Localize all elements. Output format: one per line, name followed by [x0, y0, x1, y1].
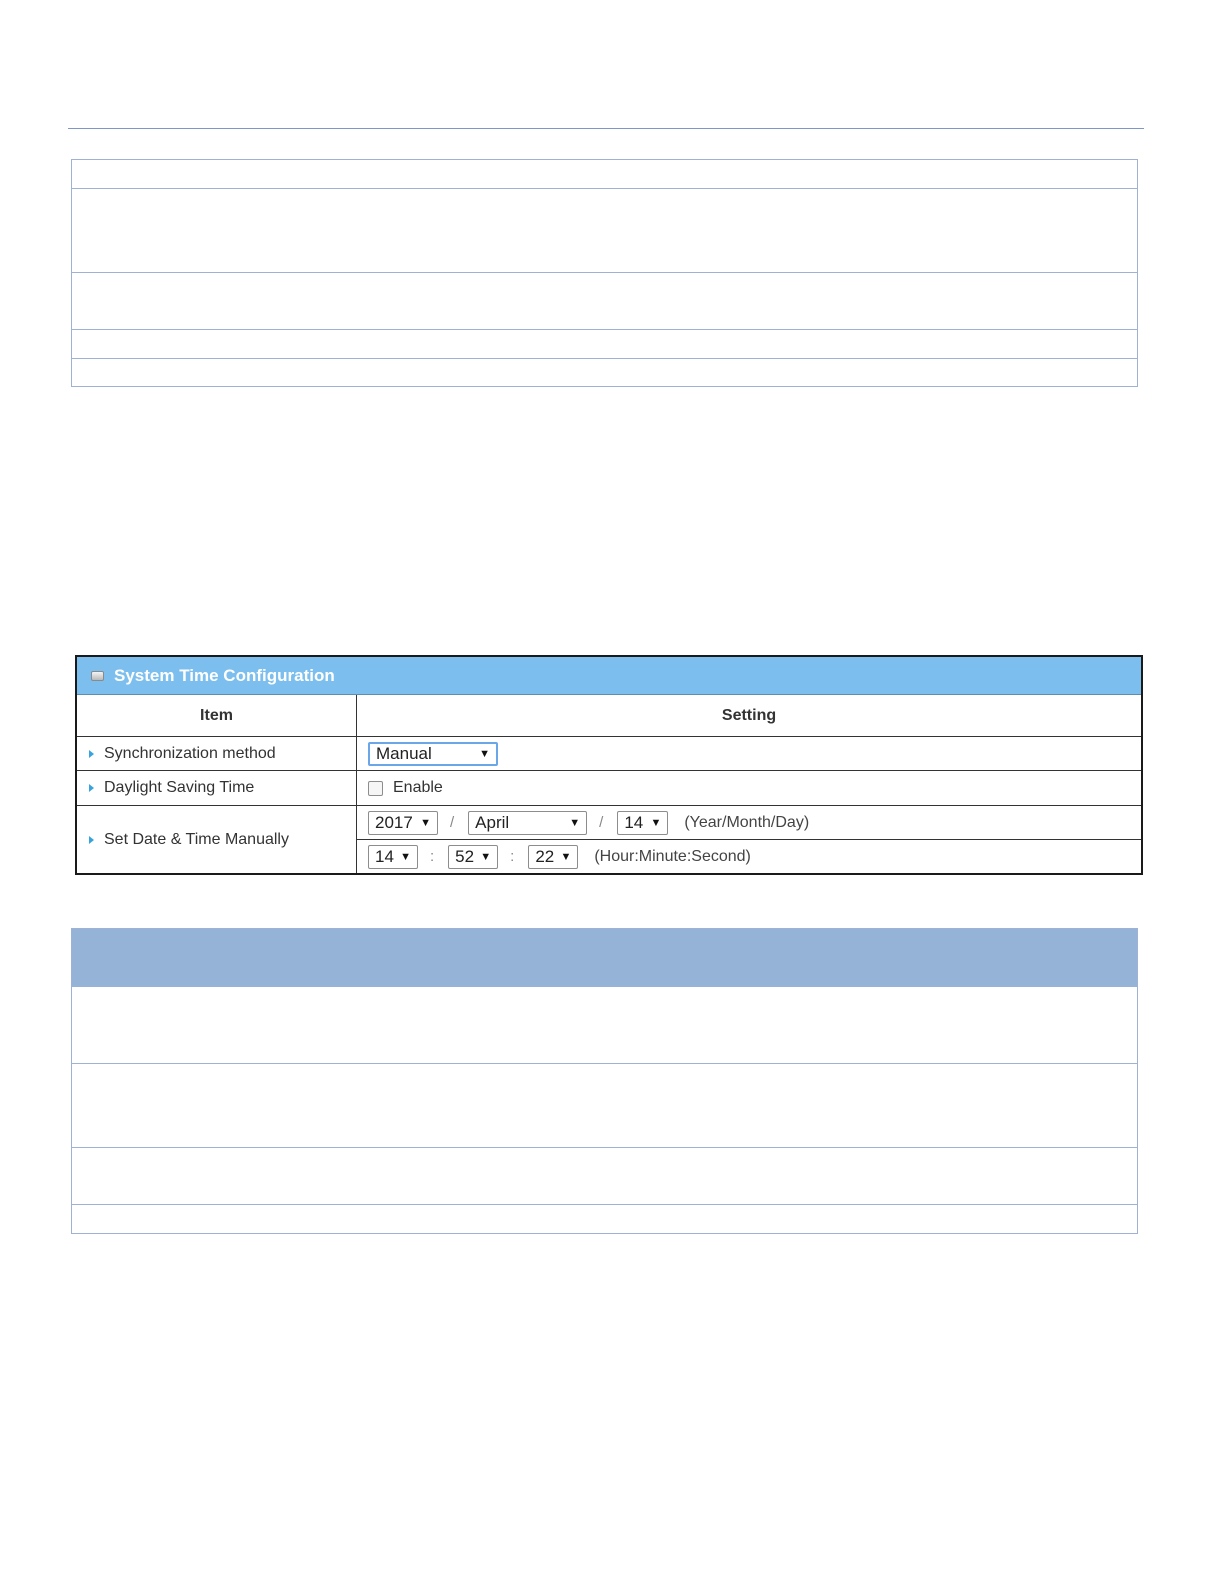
- doc-table-header: [72, 929, 1137, 987]
- doc-table-row: [72, 1148, 1137, 1205]
- doc-table-row: [72, 273, 1137, 330]
- manual-time-label-cell: [77, 806, 357, 873]
- time-separator: :: [430, 848, 435, 865]
- time-separator: :: [510, 848, 515, 865]
- hour-value: 14: [375, 846, 394, 866]
- page-header-rule: [68, 128, 1144, 129]
- second-select[interactable]: [528, 845, 578, 869]
- minute-select[interactable]: [448, 845, 498, 869]
- time-row: [357, 839, 1141, 873]
- doc-table-row: [72, 359, 1137, 386]
- hour-select[interactable]: [368, 845, 418, 869]
- dropdown-arrow-icon: ▼: [479, 747, 490, 760]
- config-grid: [77, 695, 1141, 873]
- panel-title: System Time Configuration: [114, 665, 335, 685]
- year-select[interactable]: [368, 811, 438, 835]
- manual-time-label: Set Date & Time Manually: [104, 830, 289, 848]
- dropdown-arrow-icon: ▼: [650, 816, 662, 829]
- sync-method-label: Synchronization method: [104, 744, 276, 762]
- year-value: 2017: [375, 812, 413, 832]
- doc-table-bottom: [71, 928, 1138, 1234]
- dst-enable-checkbox[interactable]: [368, 781, 383, 796]
- panel-toggle-icon[interactable]: [91, 671, 104, 681]
- date-format-hint: (Year/Month/Day): [684, 813, 810, 831]
- sync-method-value: Manual: [376, 743, 432, 763]
- sync-method-label-cell: [77, 737, 357, 771]
- column-header-item: Item: [77, 695, 357, 737]
- date-row: [357, 806, 1141, 839]
- doc-table-top: [71, 159, 1138, 387]
- doc-table-row: [72, 160, 1137, 189]
- dst-setting-cell: [357, 771, 1141, 806]
- triangle-right-icon: [89, 750, 94, 758]
- dropdown-arrow-icon: ▼: [400, 850, 411, 863]
- doc-table-row: [72, 189, 1137, 273]
- panel-title-bar: [77, 657, 1141, 695]
- dropdown-arrow-icon: ▼: [480, 850, 492, 863]
- dst-enable-label[interactable]: Enable: [393, 779, 443, 796]
- column-header-setting: Setting: [357, 695, 1141, 737]
- month-select[interactable]: [468, 811, 587, 835]
- sync-method-setting-cell: [357, 737, 1141, 771]
- dst-label: Daylight Saving Time: [104, 779, 255, 796]
- doc-table-row: [72, 987, 1137, 1064]
- minute-value: 52: [455, 846, 475, 866]
- triangle-right-icon: [89, 836, 94, 844]
- time-format-hint: (Hour:Minute:Second): [594, 847, 751, 865]
- date-separator: /: [450, 814, 455, 831]
- sync-method-select[interactable]: [368, 742, 498, 766]
- doc-table-row: [72, 1205, 1137, 1233]
- doc-table-row: [72, 330, 1137, 359]
- dst-label-cell: [77, 771, 357, 806]
- doc-table-row: [72, 1064, 1137, 1148]
- day-select[interactable]: [617, 811, 668, 835]
- manual-time-setting-cell: [357, 806, 1141, 873]
- dropdown-arrow-icon: ▼: [560, 850, 572, 863]
- dropdown-arrow-icon: ▼: [420, 816, 431, 829]
- system-time-configuration-panel: [75, 655, 1143, 875]
- date-separator: /: [599, 814, 604, 831]
- day-value: 14: [624, 812, 644, 832]
- triangle-right-icon: [89, 784, 94, 792]
- dropdown-arrow-icon: ▼: [569, 816, 581, 829]
- month-value: April: [475, 812, 510, 832]
- second-value: 22: [535, 846, 555, 866]
